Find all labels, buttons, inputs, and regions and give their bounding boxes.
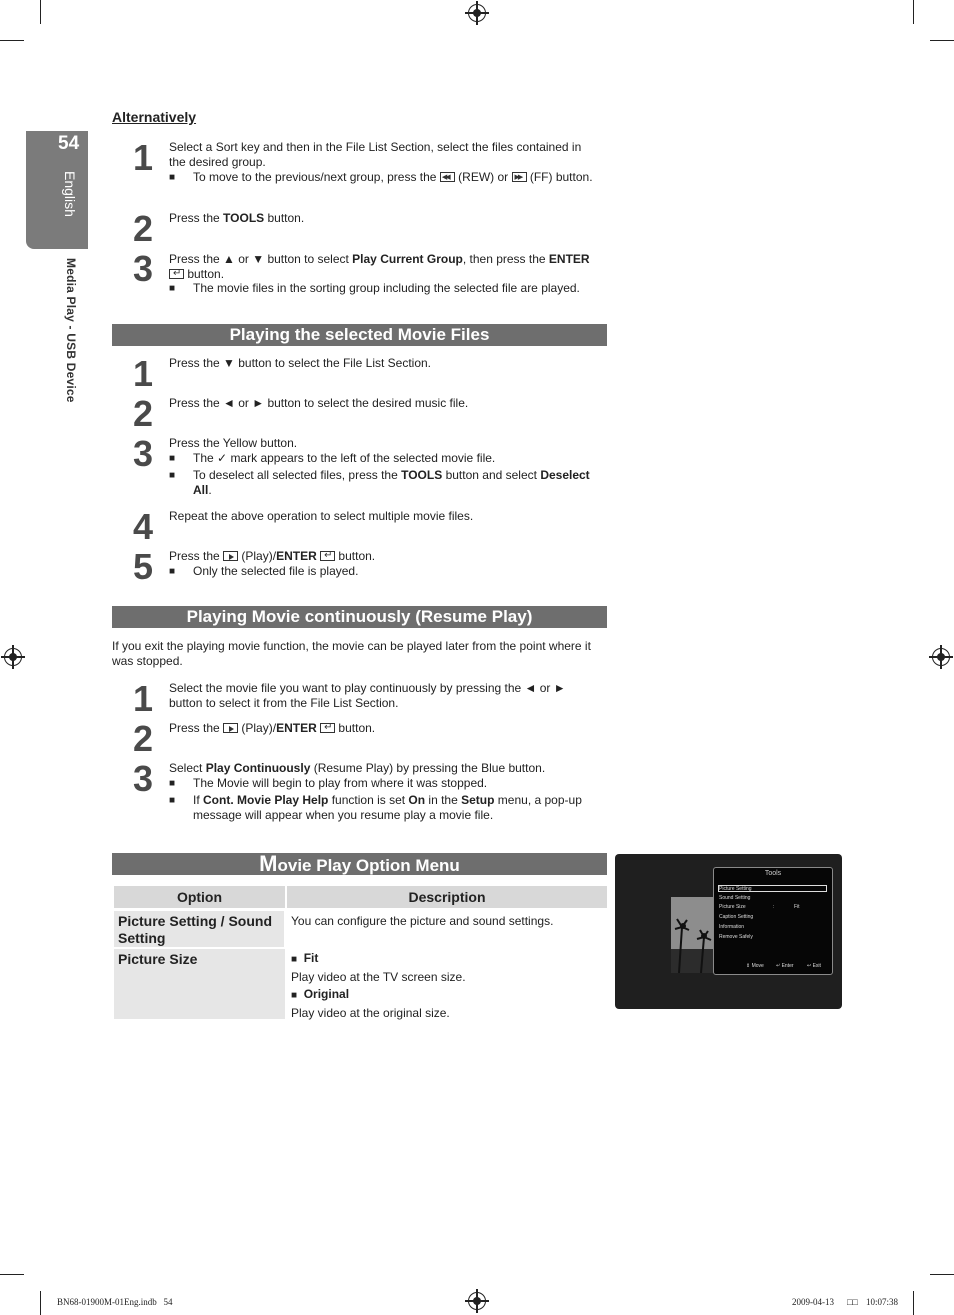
step-number: 5 xyxy=(133,546,154,587)
tools-menu-item[interactable]: Picture Size xyxy=(719,904,746,910)
step-number: 1 xyxy=(133,353,154,394)
crop-mark xyxy=(40,1291,41,1315)
tools-footer-move: ⇕ Move xyxy=(746,963,764,969)
tools-menu-item[interactable]: Remove Safely xyxy=(719,934,753,940)
footer-time: 10:07:38 xyxy=(866,1297,899,1307)
table-cell-description: ■ Fit Play video at the TV screen size. ■ Original Play video at the original size. xyxy=(291,951,466,1020)
step-text: Press the ▼ button to select the File List Section. xyxy=(169,356,432,370)
play-icon xyxy=(223,551,238,561)
step-text: Select Play Continuously (Resume Play) by pressing the Blue button. xyxy=(169,761,546,775)
crop-mark xyxy=(913,0,914,24)
step-number: 4 xyxy=(133,506,154,547)
enter-icon xyxy=(320,723,335,733)
step-text: Repeat the above operation to select multiple movie files. xyxy=(169,509,474,523)
step-number: 3 xyxy=(133,433,154,474)
step-text: Press the TOOLS button. xyxy=(169,211,305,225)
play-icon xyxy=(223,723,238,733)
resume-intro: If you exit the playing movie function, the movie can be played later from the point where it was stopped. xyxy=(112,639,591,668)
crop-mark xyxy=(913,1291,914,1315)
table-cell-option: Picture Size xyxy=(114,949,285,1019)
table-header-description: Description xyxy=(287,886,607,908)
tools-footer-exit: ↩ Exit xyxy=(807,963,821,969)
section-title-resume: Playing Movie continuously (Resume Play) xyxy=(112,606,607,628)
footer-file: BN68-01900M-01Eng.indb 54 xyxy=(57,1297,173,1307)
registration-mark-icon xyxy=(468,1292,486,1310)
tools-menu-item[interactable]: Picture Setting xyxy=(719,886,752,892)
step-number: 2 xyxy=(133,393,154,434)
crop-mark xyxy=(930,1274,954,1275)
step-text: Press the (Play)/ENTER ↵ button. xyxy=(169,549,601,564)
step-number: 3 xyxy=(133,758,154,799)
section-title-option-menu: Movie Play Option Menu xyxy=(112,853,607,875)
registration-mark-icon xyxy=(468,4,486,22)
crop-mark xyxy=(930,40,954,41)
step-text: Press the Yellow button. xyxy=(169,436,298,450)
step-text: Press the ▲ or ▼ button to select Play Current Group, then press the ENTER ↵ button. xyxy=(169,252,601,282)
tools-menu-item[interactable]: Sound Setting xyxy=(719,895,751,901)
tools-menu-item[interactable]: Caption Setting xyxy=(719,914,754,920)
checkmark-icon: ✓ xyxy=(217,451,228,465)
step-text: Press the ◄ or ► button to select the desired music file. xyxy=(169,396,469,410)
step-number: 3 xyxy=(133,248,154,289)
crop-mark xyxy=(40,0,41,24)
tools-menu-title: Tools xyxy=(764,870,782,877)
section-label: Media Play - USB Device xyxy=(64,258,78,403)
enter-icon xyxy=(169,269,184,279)
tools-footer-enter: ↵ Enter xyxy=(776,963,794,969)
step-text: Select the movie file you want to play continuously by pressing the ◄ or ► button to select it from the File List Section. xyxy=(169,681,566,710)
tools-menu-value: Fit xyxy=(794,904,800,910)
step-text: Select a Sort key and then in the File List Section, select the files contained in the desired group. xyxy=(169,140,582,169)
registration-mark-icon xyxy=(4,648,22,666)
step-number: 1 xyxy=(133,678,154,719)
page-number: 54 xyxy=(58,133,80,154)
crop-mark xyxy=(0,1274,24,1275)
table-cell-description: You can configure the picture and sound settings. xyxy=(291,914,554,928)
step-number: 1 xyxy=(133,137,154,178)
crop-mark xyxy=(0,40,24,41)
registration-mark-icon xyxy=(932,648,950,666)
footer-date: 2009-04-13 xyxy=(792,1297,834,1307)
table-header-option: Option xyxy=(114,886,285,908)
step-number: 2 xyxy=(133,208,154,249)
tools-menu-separator: : xyxy=(773,904,775,910)
step-number: 2 xyxy=(133,718,154,759)
exit-icon: ↩ xyxy=(807,963,812,969)
step-text: Press the (Play)/ENTER ↵ button. xyxy=(169,721,601,736)
table-cell-option: Picture Setting / Sound Setting xyxy=(114,911,284,947)
enter-icon: ↵ xyxy=(776,963,781,969)
enter-icon xyxy=(320,551,335,561)
section-title-selected: Playing the selected Movie Files xyxy=(112,324,607,346)
up-down-icon: ⇕ xyxy=(746,963,751,969)
tv-menu-screenshot xyxy=(615,854,842,1009)
tools-menu-item[interactable]: Information xyxy=(719,924,745,930)
alternatively-heading: Alternatively xyxy=(112,109,197,125)
fast-forward-icon xyxy=(512,172,527,182)
tools-menu xyxy=(713,867,833,975)
language-label: English xyxy=(62,171,78,217)
footer-boxes: □□ xyxy=(847,1297,858,1307)
rewind-icon xyxy=(440,172,455,182)
